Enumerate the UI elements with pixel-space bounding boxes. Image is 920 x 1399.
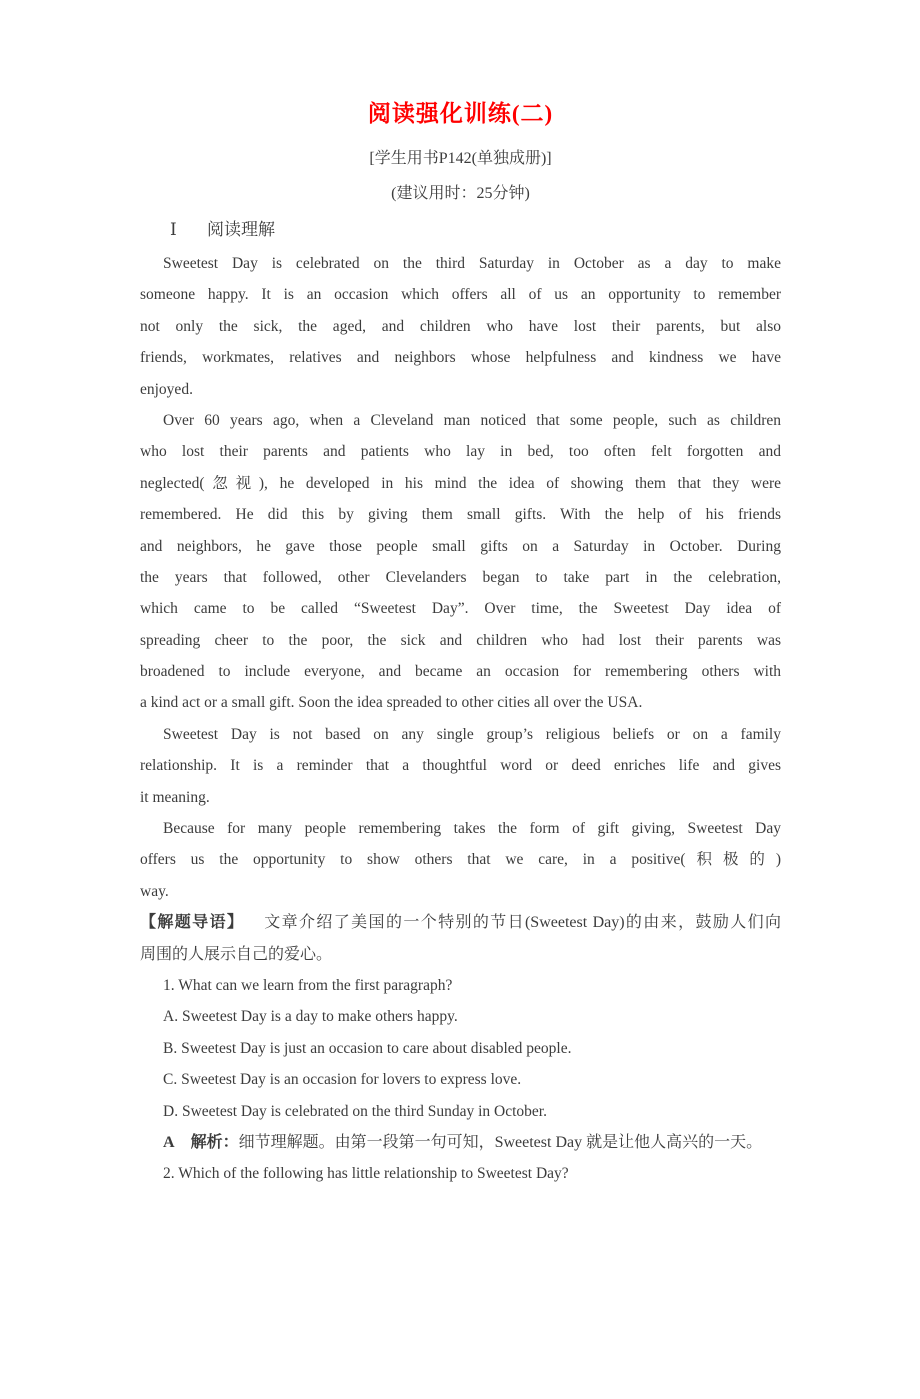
passage-line: Because for many people remembering takes the form of gift giving, Sweetest Day — [163, 820, 781, 838]
section-number: Ⅰ — [170, 220, 177, 239]
analysis-text: 细节理解题。由第一段第一句可知，Sweetest Day 就是让他人高兴的一天。 — [238, 1133, 763, 1151]
student-book-reference: [学生用书P142(单独成册)] — [369, 150, 552, 167]
passage-line: a kind act or a small gift. Soon the idea spreaded to other cities all over the USA. — [140, 694, 643, 712]
answer-letter: A — [163, 1133, 175, 1151]
passage-line: remembered. He did this by giving them small gifts. With the help of his friends — [140, 506, 781, 524]
page-title: 阅读强化训练(二) — [367, 101, 554, 126]
passage-line: neglected(忽视), he developed in his mind the idea of showing them that they were — [140, 474, 781, 492]
section-heading — [140, 215, 781, 245]
passage-line: who lost their parents and patients who lay in bed, too often felt forgotten and — [140, 443, 781, 461]
option-line: D. Sweetest Day is celebrated on the third Sunday in October. — [163, 1102, 547, 1120]
passage-line: which came to be called “Sweetest Day”. Over time, the Sweetest Day idea of — [140, 600, 781, 618]
analysis-label: 解析： — [190, 1133, 239, 1151]
passage-line: broadened to include everyone, and became an occasion for remembering others with — [140, 663, 781, 681]
reading-passage — [140, 248, 781, 907]
passage-line: Over 60 years ago, when a Cleveland man noticed that some people, such as children — [163, 411, 781, 429]
passage-line: way. — [140, 882, 169, 900]
passage-line: it meaning. — [140, 788, 210, 806]
document-page — [0, 97, 920, 1190]
guide-line — [140, 907, 781, 938]
passage-line: Sweetest Day is celebrated on the third Saturday in October as a day to make — [163, 255, 781, 272]
guide-text-part1: 文章介绍了美国的一个特别的节日(Sweetest Day)的由来，鼓励人们向 — [264, 914, 781, 932]
passage-line: not only the sick, the aged, and children who have lost their parents, but also — [140, 317, 781, 335]
section-title: 阅读理解 — [206, 220, 275, 239]
passage-line: the years that followed, other Clevelanders began to take part in the celebration, — [140, 568, 781, 586]
passage-line: relationship. It is a reminder that a thoughtful word or deed enriches life and gives — [140, 757, 781, 775]
passage-line: friends, workmates, relatives and neighbors whose helpfulness and kindness we have — [140, 349, 781, 367]
passage-line: spreading cheer to the poor, the sick and children who had lost their parents was — [140, 631, 781, 649]
option-line: B. Sweetest Day is just an occasion to care about disabled people. — [163, 1039, 572, 1057]
passage-line: Sweetest Day is not based on any single group’s religious beliefs or on a family — [163, 725, 781, 743]
question-stem: 1. What can we learn from the first paragraph? — [163, 976, 453, 994]
analysis-guide — [140, 907, 781, 970]
passage-line: enjoyed. — [140, 380, 193, 398]
guide-text-part2: 周围的人展示自己的爱心。 — [140, 945, 333, 963]
answer-line — [140, 1127, 781, 1158]
option-line: A. Sweetest Day is a day to make others happy. — [163, 1008, 458, 1026]
passage-line: and neighbors, he gave those people small gifts on a Saturday in October. During — [140, 537, 781, 555]
passage-line: someone happy. It is an occasion which offers all of us an opportunity to remember — [140, 286, 781, 304]
passage-line: offers us the opportunity to show others that we care, in a positive(积极的) — [140, 851, 781, 869]
question-stem: 2. Which of the following has little relationship to Sweetest Day? — [163, 1165, 569, 1183]
suggested-time: (建议用时：25分钟) — [391, 185, 530, 202]
guide-label: 【解题导语】 — [140, 914, 245, 932]
option-line: C. Sweetest Day is an occasion for lovers to express love. — [163, 1071, 522, 1089]
question-list — [140, 970, 781, 1190]
